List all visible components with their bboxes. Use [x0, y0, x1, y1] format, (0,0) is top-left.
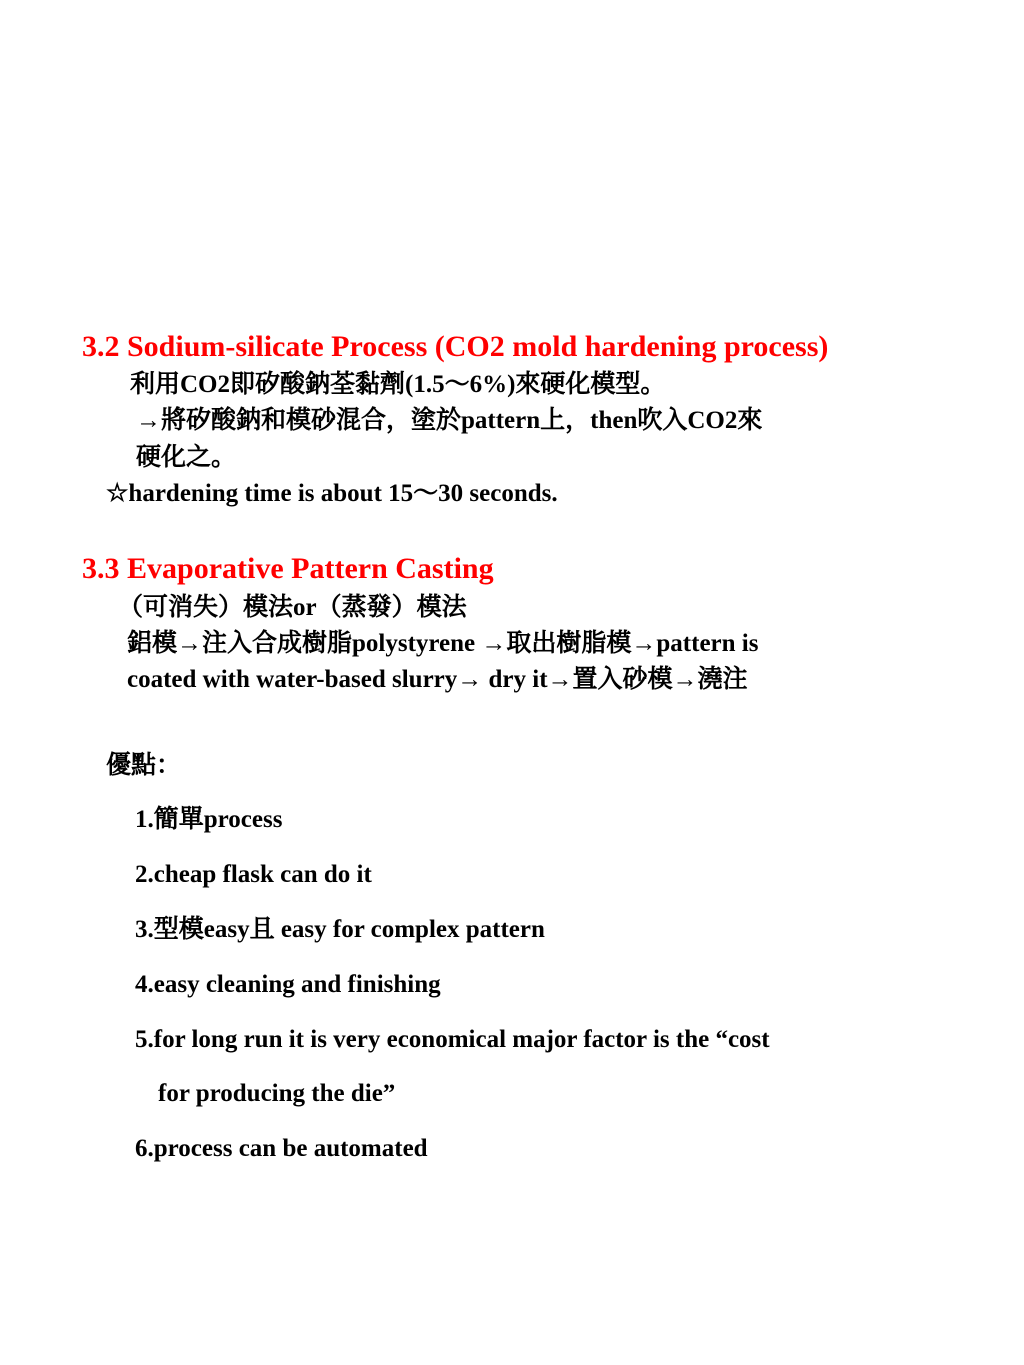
advantage-item-3: 3.型模easy且 easy for complex pattern: [135, 916, 545, 943]
advantage-item-5: 5.for long run it is very economical major factor is the “cost: [135, 1026, 770, 1053]
section-3-2-line-2: →將矽酸鈉和模砂混合，塗於pattern上，then吹入CO2來: [136, 407, 763, 434]
section-3-2-note: ☆hardening time is about 15～30 seconds.: [106, 480, 558, 507]
advantage-item-2: 2.cheap flask can do it: [135, 861, 372, 888]
advantages-title: 優點：: [106, 752, 182, 779]
advantage-item-1: 1.簡單process: [135, 806, 283, 833]
advantage-item-6: 6.process can be automated: [135, 1135, 428, 1162]
section-3-2-line-1: 利用CO2即矽酸鈉荃黏劑(1.5～6%)來硬化模型。: [130, 371, 666, 398]
advantage-item-5-continued: for producing the die”: [158, 1080, 396, 1107]
section-3-3-line-2: 鋁模→注入合成樹脂polystyrene →取出樹脂模→pattern is: [127, 630, 759, 657]
section-3-2-heading: 3.2 Sodium-silicate Process (CO2 mold hardening process): [82, 330, 829, 363]
section-3-3-heading: 3.3 Evaporative Pattern Casting: [82, 552, 494, 585]
section-3-2-line-3: 硬化之。: [136, 444, 237, 471]
section-3-3-line-3: coated with water-based slurry→ dry it→置入砂模→澆注: [127, 666, 748, 693]
section-3-3-line-1: （可消失）模法or（蒸發）模法: [118, 594, 467, 621]
advantage-item-4: 4.easy cleaning and finishing: [135, 971, 441, 998]
